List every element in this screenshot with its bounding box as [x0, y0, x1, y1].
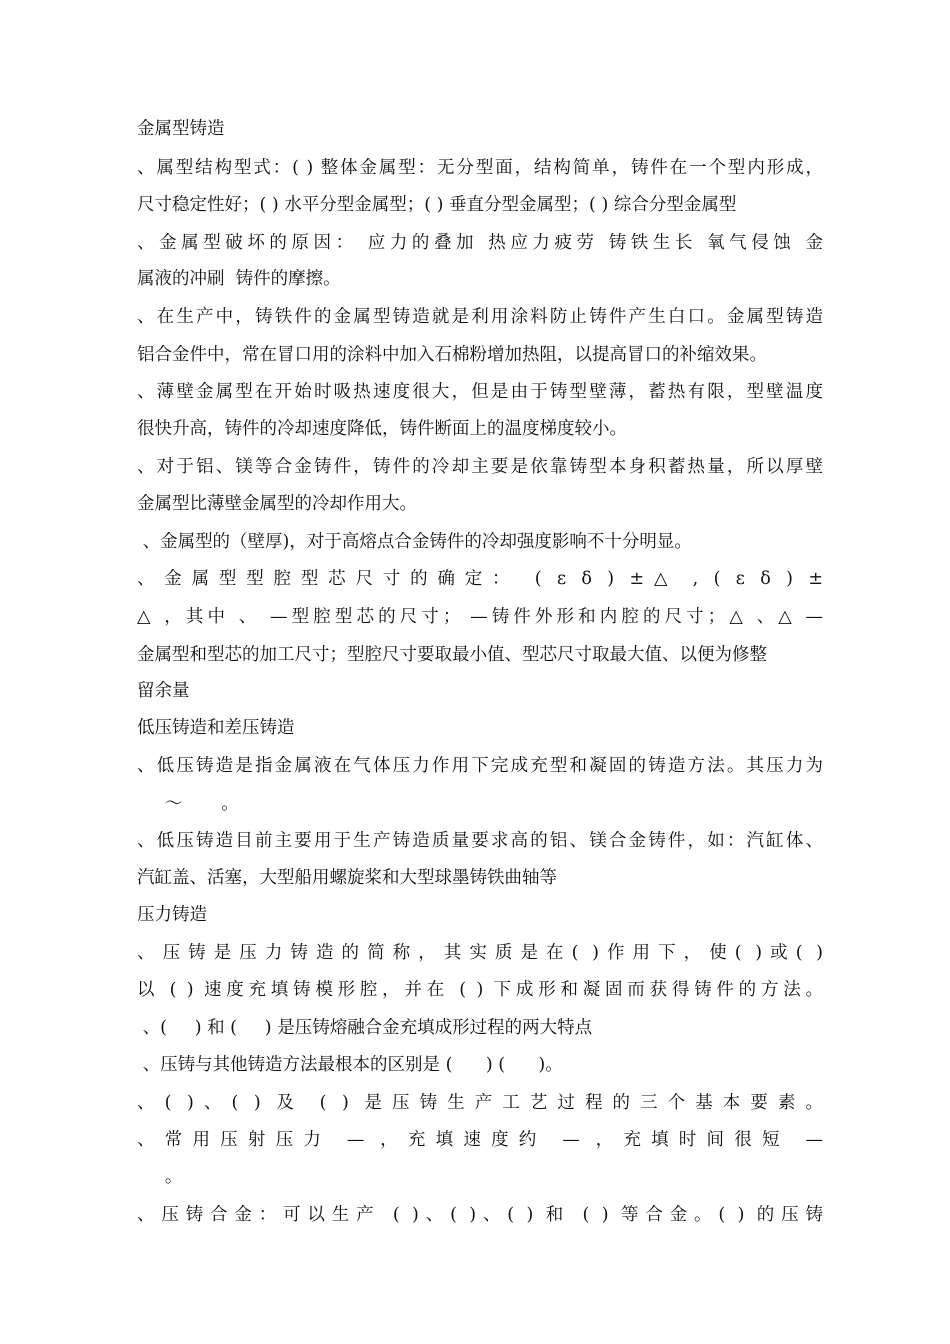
paragraph-line: 、压铸是压力铸造的简称，其实质是在( )作用下，使( )或( ) [137, 943, 823, 963]
paragraph-line: 、薄壁金属型在开始时吸热速度很大，但是由于铸型壁薄，蓄热有限，型壁温度 [137, 382, 823, 402]
paragraph-line: 、低压铸造是指金属液在气体压力作用下完成充型和凝固的铸造方法。其压力为 [137, 756, 823, 776]
paragraph-line: △ ，其中 、 —型腔型芯的尺寸； —铸件外形和内腔的尺寸；△ 、△ — [137, 607, 823, 627]
paragraph-line: 、( )、( ) 及 ( ) 是压铸生产工艺过程的三个基本要素。 [137, 1093, 823, 1113]
paragraph-line: 、金属型型腔型芯尺寸的确定： ( ε δ ) ±△ , ( ε δ ) ± [137, 569, 823, 589]
paragraph-line: 、在生产中，铸铁件的金属型铸造就是利用涂料防止铸件产生白口。金属型铸造 [137, 307, 823, 327]
paragraph-line: 汽缸盖、活塞，大型船用螺旋桨和大型球墨铸铁曲轴等 [137, 868, 557, 888]
paragraph-line: 、低压铸造目前主要用于生产铸造质量要求高的铝、镁合金铸件，如：汽缸体、 [137, 831, 823, 851]
paragraph-line: 、压铸合金：可以生产 ( )、( )、( ) 和 ( ) 等合金。( ) 的压铸 [137, 1205, 823, 1225]
paragraph-line: 、属型结构型式：( ) 整体金属型：无分型面，结构简单，铸件在一个型内形成， [137, 158, 823, 178]
section-heading-die-casting: 压力铸造 [137, 905, 207, 925]
paragraph-line: 、常用压射压力 — ，充填速度约 — ，充填时间很短 — [137, 1130, 823, 1150]
paragraph-line: 尺寸稳定性好；( ) 水平分型金属型；( ) 垂直分型金属型；( ) 综合分型金属型 [137, 195, 737, 215]
paragraph-line: 金属型和型芯的加工尺寸；型腔尺寸要取最小值、型芯尺寸取最大值、以便为修整 [137, 645, 767, 665]
paragraph-line: 属液的冲刷 铸件的摩擦。 [137, 269, 341, 289]
paragraph-line: 、对于铝、镁等合金铸件，铸件的冷却主要是依靠铸型本身积蓄热量，所以厚壁 [137, 457, 823, 477]
paragraph-line: 留余量 [137, 681, 190, 701]
paragraph-line: 铝合金件中，常在冒口用的涂料中加入石棉粉增加热阻，以提高冒口的补缩效果。 [137, 345, 767, 365]
paragraph-line: 、金属型破坏的原因： 应力的叠加 热应力疲劳 铸铁生长 氧气侵蚀 金 [137, 233, 823, 253]
paragraph-line: 金属型比薄壁金属型的冷却作用大。 [137, 494, 417, 514]
paragraph-line: 、( ) 和 ( ) 是压铸熔融合金充填成形过程的两大特点 [137, 1018, 593, 1038]
paragraph-line: 、金属型的（壁厚)，对于高熔点合金铸件的冷却强度影响不十分明显。 [137, 532, 692, 552]
section-heading-low-pressure: 低压铸造和差压铸造 [137, 718, 295, 738]
paragraph-line: 。 [137, 1167, 183, 1187]
paragraph-line: 以 ( ) 速度充填铸模形腔，并在 ( ) 下成形和凝固而获得铸件的方法。 [137, 980, 823, 1000]
paragraph-line: 很快升高，铸件的冷却速度降低，铸件断面上的温度梯度较小。 [137, 419, 627, 439]
paragraph-line: ～ 。 [137, 794, 239, 814]
paragraph-line: 、压铸与其他铸造方法最根本的区别是 ( ) ( )。 [137, 1055, 563, 1075]
section-heading-metal-mold: 金属型铸造 [137, 119, 225, 139]
